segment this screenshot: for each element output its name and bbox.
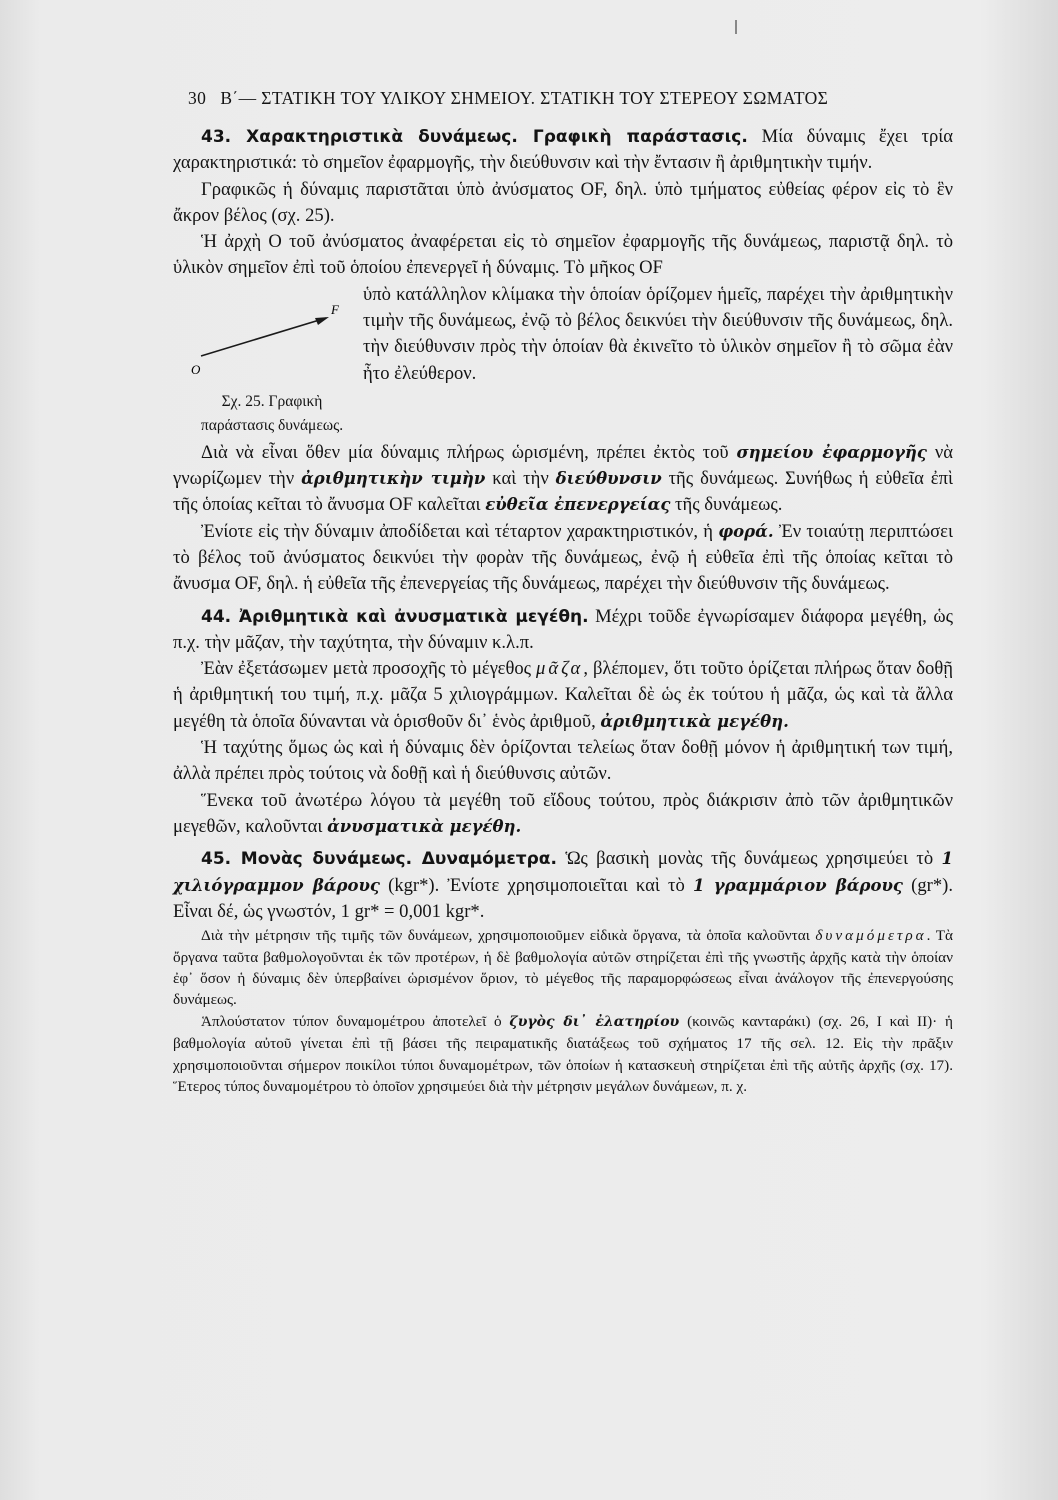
vector-line <box>201 318 326 356</box>
section-43-para-1 <box>173 124 953 177</box>
term-numerical-value: ἀριθμητικὴν τιμὴν <box>301 469 486 489</box>
section-43-para-4: Διὰ νὰ εἶναι ὅθεν μία δύναμις πλήρως ὡρισμένη, πρέπει ἐκτὸς τοῦ σημείου ἐφαρμογῆς νὰ γνωρίζωμεν τὴν ἀριθμητικὴν τιμὴν καὶ τὴν διεύθυνσιν τῆς δυνάμεως. Συνήθως ἡ εὐθεῖα ἐπὶ τῆς ὁποίας κεῖται τὸ ἄνυσμα OF καλεῖται εὐθεῖα ἐπενεργείας τῆς δυνάμεως. <box>173 441 953 516</box>
small-note-2: Ἁπλούστατον τύπον δυναμομέτρου ἀποτελεῖ ὁ ζυγὸς δι᾽ ἐλατηρίου (κοινῶς κανταράκι) (σχ. 26, I καὶ II)· ἡ βαθμολογία αὐτοῦ γίνεται ἐπὶ τῇ βάσει τῆς πειραματικῆς διατάξεως τοῦ σχήματος 17 τῆς σελ. 12. Εἰς τὴν πρᾶξιν χρησιμοποιοῦνται σήμερον ποικίλοι τύποι δυναμομέτρων, τῶν ὁποίων ἡ κατασκευὴ στηρίζεται ἐπὶ τῆς αὐτῆς ἀρχῆς (σχ. 17). Ἕτερος τύπος δυναμομέτρου τὸ ὁποῖον χρησιμεύει διὰ τὴν μέτρησιν μεγάλων δυνάμεων, π. χ. <box>173 1012 953 1095</box>
term-direction: διεύθυνσιν <box>555 469 662 489</box>
term-line-of-action: εὐθεῖα ἐπενεργείας <box>485 495 671 515</box>
section-43-text-1: Μία δύναμις ἔχει τρία χαρακτηριστικά: τὸ σημεῖον ἐφαρμογῆς, τὴν διεύθυνσιν καὶ τὴν ἔντασιν ἢ ἀριθμητικὴν τιμήν. <box>173 126 954 174</box>
figure-25-caption: Σχ. 25. Γραφικὴ παράστασις δυνάμεως. <box>200 392 344 434</box>
small-note-1: Διὰ τὴν μέτρησιν τῆς τιμῆς τῶν δυνάμεων, χρησιμοποιοῦμεν εἰδικὰ ὄργανα, τὰ ὁποῖα καλοῦνται δυναμόμετρα. Τὰ ὄργανα ταῦτα βαθμολογοῦνται ἐκ τῶν προτέρων, ἡ δὲ βαθμολογία αὐτῶν στηρίζεται ἐπὶ τῆς γνωστῆς ἀρχῆς κατὰ τὴν ὁποίαν ἐφ᾽ ὅσον ἡ δύναμις δὲν ὑπερβαίνει ὡρισμένον ὅριον, τὸ μέγεθος τῆς παραμορφώσεως εἶναι ἀνάλογον τῆς ἐπενεργούσης δυνάμεως. <box>173 927 953 1009</box>
section-43-para-3: Ἡ ἀρχὴ O τοῦ ἀνύσματος ἀναφέρεται εἰς τὸ σημεῖον ἐφαρμογῆς τῆς δυνάμεως, παριστᾷ δηλ. τὸ ὑλικὸν σημεῖον ἐπὶ τοῦ ὁποίου ἐπενεργεῖ ἡ δύναμις. Τὸ μῆκος OF <box>173 231 953 279</box>
page-number: 30 <box>188 88 207 108</box>
label-o: O <box>191 361 201 377</box>
figure-25 <box>173 282 363 440</box>
section-44-para-3: Ἡ ταχύτης ὅμως ὡς καὶ ἡ δύναμις δὲν ὁρίζονται τελείως ὅταν δοθῇ μόνον ἡ ἀριθμητική των τιμή, ἀλλὰ πρέπει πρὸς τούτοις νὰ δοθῇ καὶ ἡ διεύθυνσις αὐτῶν. <box>173 737 953 785</box>
section-44-para-2: Ἐὰν ἐξετάσωμεν μετὰ προσοχῆς τὸ μέγεθος μᾶζα, βλέπομεν, ὅτι τοῦτο ὁρίζεται πλήρως ὅταν δοθῇ ἡ ἀριθμητική του τιμή, π.χ. μᾶζα 5 χιλιογράμμων. Καλεῖται δὲ ὡς ἐκ τούτου ἡ μᾶζα, ὡς καὶ τὰ ἄλλα μεγέθη τὰ ὁποῖα δύνανται νὰ ὁρισθοῦν δι᾽ ἑνὸς ἀριθμοῦ, ἀριθμητικὰ μεγέθη. <box>173 658 953 732</box>
section-43-para-2: Γραφικῶς ἡ δύναμις παριστᾶται ὑπὸ ἀνύσματος OF, δηλ. ὑπὸ τμήματος εὐθείας φέρον εἰς τὸ ἓν ἄκρον βέλος (σχ. 25). <box>173 178 953 226</box>
section-45-heading: 45. Μονὰς δυνάμεως. Δυναμόμετρα. <box>201 849 557 870</box>
section-44-para-4: Ἕνεκα τοῦ ἀνωτέρω λόγου τὰ μεγέθη τοῦ εἴδους τούτου, πρὸς διάκρισιν ἀπὸ τῶν ἀριθμητικῶν μεγεθῶν, καλοῦνται ἀνυσματικὰ μεγέθη. <box>173 789 953 837</box>
term-scalar-quantities: ἀριθμητικὰ μεγέθη. <box>600 711 789 731</box>
figure-side-text <box>363 282 953 440</box>
section-43-para-5: Ἐνίοτε εἰς τὴν δύναμιν ἀποδίδεται καὶ τέταρτον χαρακτηριστικόν, ἡ φορά. Ἐν τοιαύτῃ περιπτώσει τὸ βέλος τοῦ ἀνύσματος δεικνύει τὴν φορὰν τῆς δυνάμεως, ἐνῷ ἡ εὐθεῖα ἐπὶ τῆς ὁποίας κεῖται τὸ ἄνυσμα OF, δηλ. ἡ εὐθεῖα τῆς ἐπενεργείας τῆς δυνάμεως, παρέχει τὴν διεύθυνσιν τῆς δυνάμεως. <box>173 520 953 595</box>
term-gram-weight: 1 γραμμάριον βάρους <box>693 875 903 895</box>
section-43-para-3-cont: ὑπὸ κατάλληλον κλίμακα τὴν ὁποίαν ὁρίζομεν ἡμεῖς, παρέχει τὴν ἀριθμητικὴν τιμὴν τῆς δυνάμεως, ἐνῷ τὸ βέλος δεικνύει τὴν διεύθυνσιν τῆς δυνάμεως, δηλ. τὴν διεύθυνσιν πρὸς τὴν ὁποίαν θὰ ἐκινεῖτο τὸ ὑλικὸν σημεῖον ἢ τὸ σῶμα ἐὰν ἦτο ἐλεύθερον. <box>363 283 953 384</box>
small-print-notes <box>173 925 953 1097</box>
scan-mark <box>735 20 737 34</box>
term-application-point: σημείου ἐφαρμογῆς <box>736 442 927 462</box>
term-vector-quantities: ἀνυσματικὰ μεγέθη. <box>327 816 522 836</box>
term-spring-balance: ζυγὸς δι᾽ ἐλατηρίου <box>509 1013 680 1030</box>
arrowhead-icon <box>315 317 329 325</box>
section-45-para-1: 45. Μονὰς δυνάμεως. Δυναμόμετρα. Ὡς βασικὴ μονὰς τῆς δυνάμεως χρησιμεύει τὸ 1 χιλιόγραμμον βάρους (kgr*). Ἐνίοτε χρησιμοποιεῖται καὶ τὸ 1 γραμμάριον βάρους (gr*). Εἶναι δέ, ὡς γνωστόν, 1 gr* = 0,001 kgr*. <box>173 848 953 922</box>
term-dynamometers: δυναμόμετρα <box>815 927 927 945</box>
label-f: F <box>331 301 339 317</box>
page-body <box>173 124 953 1097</box>
running-title: Β΄— ΣΤΑΤΙΚΗ ΤΟΥ ΥΛΙΚΟΥ ΣΗΜΕΙΟΥ. ΣΤΑΤΙΚΗ ΤΟΥ ΣΤΕΡΕΟΥ ΣΩΜΑΤΟΣ <box>220 88 829 108</box>
section-44-heading: 44. Ἀριθμητικὰ καὶ ἀνυσματικὰ μεγέθη. <box>201 606 589 627</box>
vector-of-diagram <box>191 288 351 388</box>
section-43-heading: 43. Χαρακτηριστικὰ δυνάμεως. Γραφικὴ παράστασις. <box>201 127 748 147</box>
figure-25-block <box>173 282 953 440</box>
term-kilogram-weight: 1 χιλιόγραμμον βάρους <box>173 849 953 895</box>
term-sense: φορά. <box>718 521 774 541</box>
section-44-para-1: 44. Ἀριθμητικὰ καὶ ἀνυσματικὰ μεγέθη. Μέχρι τοῦδε ἐγνωρίσαμεν διάφορα μεγέθη, ὡς π.χ. τὴν μᾶζαν, τὴν ταχύτητα, τὴν δύναμιν κ.λ.π. <box>173 605 953 653</box>
running-header <box>188 88 953 109</box>
term-mass: μᾶζα <box>536 658 584 680</box>
